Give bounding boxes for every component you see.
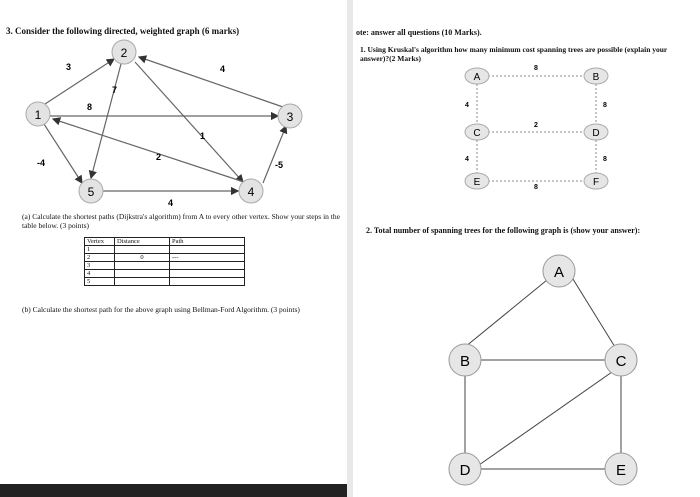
table-row [85, 278, 245, 286]
edge-a-b [465, 271, 558, 347]
grid-node-c [465, 124, 489, 140]
cell-vertex: 1 [85, 246, 115, 254]
tree-node-a [543, 255, 575, 287]
node-1-label: 1 [34, 108, 42, 122]
weight-2-4: 1 [200, 131, 206, 141]
cell-path [170, 246, 245, 254]
grid-node-d-label: D [592, 128, 600, 139]
grid-node-e [465, 173, 489, 189]
node-4 [239, 179, 263, 203]
tree-node-d-label: D [459, 462, 471, 479]
edge-3-2 [139, 57, 283, 107]
tree-node-b [449, 344, 481, 376]
header-distance: Distance [115, 238, 170, 246]
edge-a-c [568, 271, 615, 347]
cell-path [170, 262, 245, 270]
weight-1-2: 3 [66, 62, 72, 72]
edge-1-2 [45, 59, 114, 104]
edge-2-5 [91, 64, 121, 178]
cell-distance [115, 278, 170, 286]
directed-graph [0, 0, 347, 210]
header-path: Path [170, 238, 245, 246]
edge-4-3 [263, 126, 286, 183]
node-1 [26, 102, 50, 126]
cell-vertex: 3 [85, 262, 115, 270]
node-3 [278, 104, 302, 128]
grid-node-b [584, 68, 608, 84]
tree-node-a-label: A [553, 264, 565, 281]
table-row [85, 262, 245, 270]
weight-b-d: 8 [603, 102, 607, 109]
weight-e-f: 8 [534, 184, 538, 191]
weight-2-5: 7 [112, 85, 118, 95]
question-1-text: 1. Using Kruskal's algorithm how many minimum cost spanning trees are possible (explain your answer)?(2 Marks) [360, 45, 668, 63]
header-vertex: Vertex [85, 238, 115, 246]
node-2-label: 2 [120, 46, 128, 60]
part-b-text: (b) Calculate the shortest path for the above graph using Bellman-Ford Algorithm. (3 points) [22, 305, 300, 314]
grid-node-f-label: F [592, 177, 600, 188]
weight-c-e: 4 [465, 156, 469, 163]
weight-1-3: 8 [87, 102, 93, 112]
tree-node-c [605, 344, 637, 376]
grid-node-d [584, 124, 608, 140]
node-2 [112, 40, 136, 64]
node-4-label: 4 [247, 185, 255, 199]
weight-4-3: -5 [275, 160, 284, 170]
grid-node-a-label: A [473, 72, 481, 83]
cell-vertex: 5 [85, 278, 115, 286]
cell-distance [115, 262, 170, 270]
table-header-row [85, 238, 245, 246]
grid-node-e-label: E [473, 177, 481, 188]
cell-vertex: 4 [85, 270, 115, 278]
node-5-label: 5 [87, 185, 95, 199]
question-2-text: 2. Total number of spanning trees for the following graph is (show your answer): [366, 226, 641, 235]
weight-d-f: 8 [603, 156, 607, 163]
weight-c-d: 2 [534, 122, 538, 129]
kruskal-grid-graph [353, 60, 700, 200]
grid-node-c-label: C [473, 128, 481, 139]
weight-5-4: 4 [168, 198, 174, 208]
dijkstra-table [84, 237, 245, 286]
weight-1-5: -4 [37, 158, 46, 168]
edge-d-c [479, 372, 612, 465]
right-page [353, 0, 700, 497]
node-3-label: 3 [286, 110, 294, 124]
cell-distance: 0 [115, 254, 170, 262]
table-row [85, 270, 245, 278]
cell-path [170, 278, 245, 286]
weight-3-2: 4 [220, 64, 226, 74]
cell-path: --- [170, 254, 245, 262]
note-text: ote: answer all questions (10 Marks). [356, 28, 482, 37]
bottom-bar [0, 484, 347, 497]
grid-node-f [584, 173, 608, 189]
weight-4-1: 2 [156, 152, 162, 162]
tree-node-e [605, 453, 637, 485]
cell-vertex: 2 [85, 254, 115, 262]
node-5 [79, 179, 103, 203]
table-row [85, 246, 245, 254]
cell-distance [115, 246, 170, 254]
cell-path [170, 270, 245, 278]
edge-1-5 [44, 124, 82, 183]
tree-node-e-label: E [615, 462, 627, 479]
cell-distance [115, 270, 170, 278]
grid-node-b-label: B [592, 72, 600, 83]
question-3-title: 3. Consider the following directed, weighted graph (6 marks) [6, 26, 240, 36]
tree-node-b-label: B [459, 353, 471, 370]
spanning-tree-graph [353, 227, 700, 497]
part-a-text: (a) Calculate the shortest paths (Dijkstra's algorithm) from A to every other vertex. Show your steps in the table below. (3 points) [22, 212, 340, 230]
weight-a-b: 8 [534, 65, 538, 72]
tree-node-c-label: C [615, 353, 627, 370]
grid-node-a [465, 68, 489, 84]
weight-a-c: 4 [465, 102, 469, 109]
tree-node-d [449, 453, 481, 485]
left-page [0, 0, 347, 497]
table-row [85, 254, 245, 262]
